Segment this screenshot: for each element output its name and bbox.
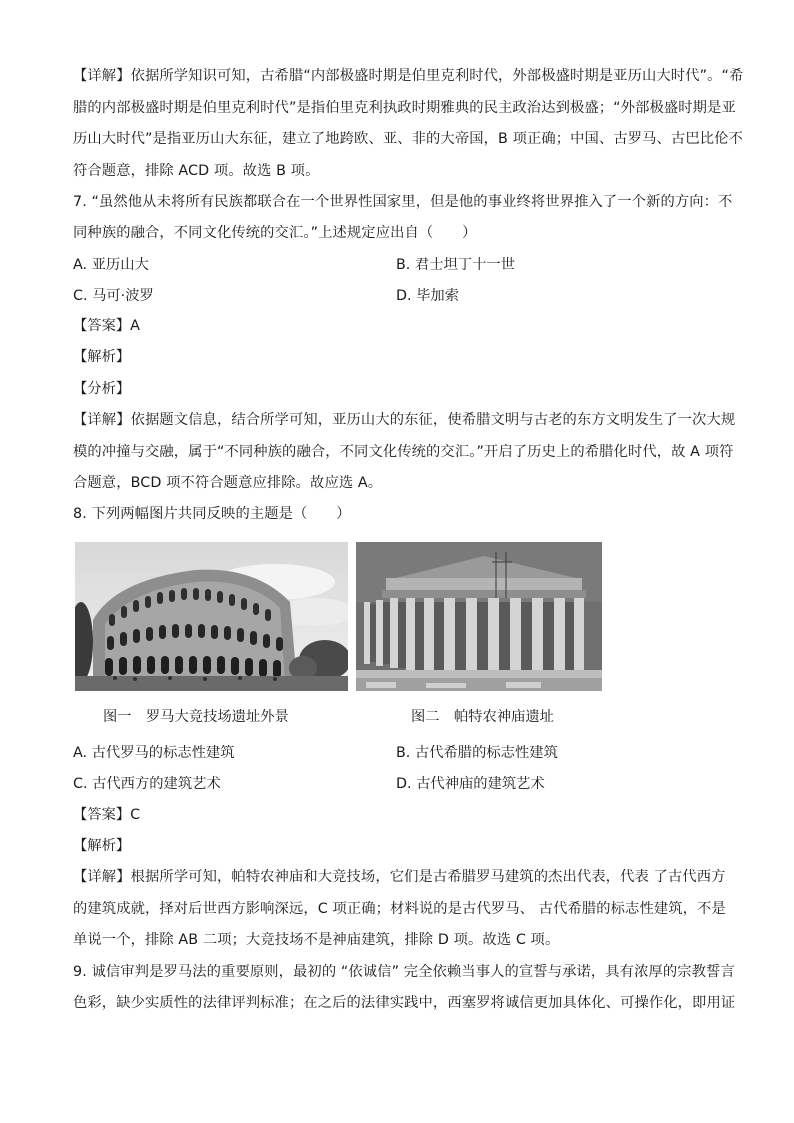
figure-1-caption: 图一 罗马大竞技场遗址外景 <box>103 709 289 725</box>
q8-option-b: B. 古代希腊的标志性建筑 <box>396 745 558 761</box>
q7-option-d: D. 毕加索 <box>396 288 459 304</box>
q7-option-c: C. 马可·波罗 <box>73 288 154 304</box>
q8-stem: 8. 下列两幅图片共同反映的主题是（ ） <box>73 506 351 522</box>
q7-stem-line-2: 同种族的融合，不同文化传统的交汇。”上述规定应出自（ ） <box>73 225 477 241</box>
q9-stem-line-1: 9. 诚信审判是罗马法的重要原则，最初的 “依诚信” 完全依赖当事人的宣誓与承诺，具有浓厚的宗教誓言 <box>73 964 735 980</box>
q6-detail-line-3: 历山大时代”是指亚历山大东征，建立了地跨欧、亚、非的大帝国，B 项正确；中国、古罗马、古巴比伦不 <box>73 131 743 147</box>
q7-fenxi-label: 【分析】 <box>73 381 131 397</box>
q8-detail-line-3: 单说一个，排除 AB 二项；大竞技场不是神庙建筑，排除 D 项。故选 C 项。 <box>73 932 560 948</box>
q7-stem-line-1: 7. “虽然他从未将所有民族都联合在一个世界性国家里，但是他的事业终将世界推入了一个新的方向：不 <box>73 194 733 210</box>
q8-detail-line-2: 的建筑成就，择对后世西方影响深远，C 项正确；材料说的是古代罗马、 古代希腊的标志性建筑，不是 <box>73 901 726 917</box>
colosseum-photo <box>75 542 348 691</box>
figure-2-caption: 图二 帕特农神庙遗址 <box>411 709 554 725</box>
q7-detail-line-1: 【详解】依据题文信息，结合所学可知，亚历山大的东征，使希腊文明与古老的东方文明发生了一次大规 <box>73 412 736 428</box>
q7-detail-line-2: 模的冲撞与交融，属于“不同种族的融合，不同文化传统的交汇。”开启了历史上的希腊化时代，故 A 项符 <box>73 444 734 460</box>
parthenon-photo <box>356 542 602 691</box>
q6-detail-line-4: 符合题意，排除 ACD 项。故选 B 项。 <box>73 163 320 179</box>
q6-detail-line-2: 腊的内部极盛时期是伯里克利时代”是指伯里克利执政时期雅典的民主政治达到极盛；“外部极盛时期是亚 <box>73 100 736 116</box>
q8-option-c: C. 古代西方的建筑艺术 <box>73 776 221 792</box>
q7-option-a: A. 亚历山大 <box>73 257 149 273</box>
q6-detail-line-1: 【详解】依据所学知识可知，古希腊“内部极盛时期是伯里克利时代，外部极盛时期是亚历山大时代”。“希 <box>73 68 744 84</box>
q9-stem-line-2: 色彩，缺少实质性的法律评判标准；在之后的法律实践中，西塞罗将诚信更加具体化、可操作化，即用证 <box>73 995 736 1011</box>
q8-detail-line-1: 【详解】根据所学可知，帕特农神庙和大竞技场，它们是古希腊罗马建筑的杰出代表，代表 了古代西方 <box>73 869 726 885</box>
q8-answer: 【答案】C <box>73 807 141 823</box>
q7-answer: 【答案】A <box>73 318 140 334</box>
q8-option-d: D. 古代神庙的建筑艺术 <box>396 776 545 792</box>
q8-option-a: A. 古代罗马的标志性建筑 <box>73 745 235 761</box>
q7-detail-line-3: 合题意，BCD 项不符合题意应排除。故应选 A。 <box>73 475 383 491</box>
q7-analysis-label: 【解析】 <box>73 349 131 365</box>
q8-analysis-label: 【解析】 <box>73 838 131 854</box>
q7-option-b: B. 君士坦丁十一世 <box>396 257 515 273</box>
